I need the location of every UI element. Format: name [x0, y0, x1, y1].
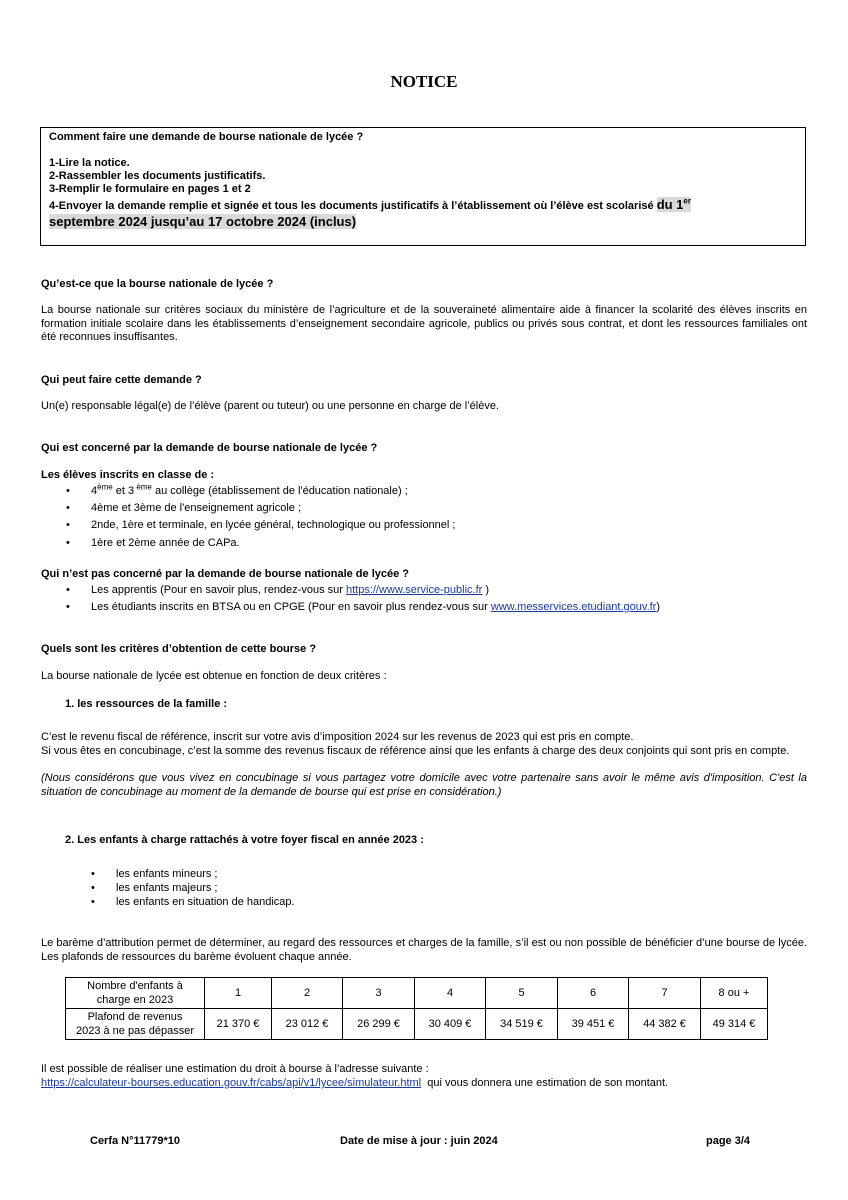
table-row — [66, 978, 768, 1009]
footer-cerfa: Cerfa N°11779*10 — [90, 1135, 181, 1147]
footer-page-number: page 3/4 — [706, 1135, 751, 1147]
paragraph-bareme: Le barème d’attribution permet de déterminer, au regard des ressources et charges de la famille, s’il est ou non possible de bénéficier d’une bourse de lycée. Les plafonds de ressources du barème évoluent chaque année. — [41, 937, 807, 963]
table-cell-children: 3 — [343, 978, 415, 1009]
table-cell-ceiling: 39 451 € — [558, 1009, 629, 1040]
bullet-icon: • — [66, 485, 70, 497]
heading-not-concerned: Qui n’est pas concerné par la demande de bourse nationale de lycée ? — [41, 568, 410, 580]
box-step-3: 3-Remplir le formulaire en pages 1 et 2 — [49, 183, 251, 195]
table-cell-ceiling: 30 409 € — [415, 1009, 486, 1040]
table-cell-children: 4 — [415, 978, 486, 1009]
bullet-icon: • — [66, 537, 70, 549]
ceiling-table — [65, 977, 768, 1040]
bullet-icon: • — [91, 896, 95, 908]
heading-criteria: Quels sont les critères d’obtention de cette bourse ? — [41, 643, 317, 655]
criterion-1-heading: 1. les ressources de la famille : — [65, 698, 228, 710]
simulator-link[interactable]: https://calculateur-bourses.education.gouv.fr/cabs/api/v1/lycee/simulateur.html — [41, 1077, 422, 1089]
list-item: • Les apprentis (Pour en savoir plus, rendez-vous sur https://www.service-public.fr ) — [66, 584, 490, 596]
table-row-header: Nombre d'enfants à charge en 2023 — [66, 978, 205, 1009]
page-title: NOTICE — [390, 72, 458, 91]
list-item: • les enfants mineurs ; — [91, 868, 218, 880]
paragraph-who-can: Un(e) responsable légal(e) de l’élève (parent ou tuteur) ou une personne en charge de l’élève. — [41, 400, 500, 412]
criterion-2-heading: 2. Les enfants à charge rattachés à votre foyer fiscal en année 2023 : — [65, 834, 424, 846]
paragraph-criteria-intro: La bourse nationale de lycée est obtenue en fonction de deux critères : — [41, 670, 387, 682]
table-cell-ceiling: 23 012 € — [272, 1009, 343, 1040]
table-cell-children: 2 — [272, 978, 343, 1009]
table-cell-children: 6 — [558, 978, 629, 1009]
box-step-2: 2-Rassembler les documents justificatifs. — [49, 170, 266, 182]
table-cell-ceiling: 34 519 € — [486, 1009, 558, 1040]
paragraph-concubinage: Si vous êtes en concubinage, c’est la somme des revenus fiscaux de référence ainsi que les enfants à charge des deux conjoints qui sont pris en compte. — [41, 745, 790, 757]
heading-who-can: Qui peut faire cette demande ? — [41, 374, 202, 386]
box-question: Comment faire une demande de bourse nationale de lycée ? — [49, 131, 364, 143]
subheading-students: Les élèves inscrits en classe de : — [41, 469, 215, 481]
list-item: • 1ère et 2ème année de CAPa. — [66, 537, 240, 549]
bullet-icon: • — [66, 519, 70, 531]
bullet-icon: • — [91, 882, 95, 894]
table-cell-children: 8 ou + — [701, 978, 768, 1009]
table-cell-children: 1 — [205, 978, 272, 1009]
list-item: • Les étudiants inscrits en BTSA ou en CPGE (Pour en savoir plus rendez-vous sur www.messervices.etudiant.gouv.fr) — [66, 601, 661, 613]
box-step-4 — [49, 198, 691, 213]
instructions-box — [40, 127, 806, 246]
box-deadline-line2: septembre 2024 jusqu’au 17 octobre 2024 (inclus) — [49, 214, 357, 229]
list-item: • 2nde, 1ère et terminale, en lycée général, technologique ou professionnel ; — [66, 519, 456, 531]
box-step-4-text: 4-Envoyer la demande remplie et signée et tous les documents justificatifs à l’établissement où l’élève est scolarisé — [49, 200, 654, 212]
table-cell-children: 5 — [486, 978, 558, 1009]
paragraph-what-is: La bourse nationale sur critères sociaux du ministère de l’agriculture et de la souveraineté alimentaire aide à financer la scolarité des élèves inscrits en formation initiale scolaire dans les établissements d’enseignement secondaire agricole, publics ou privés sous contrat, et dont les ressources familiales ont été reconnues insuffisantes. — [41, 304, 807, 343]
paragraph-concubinage-note: (Nous considérons que vous vivez en concubinage si vous partagez votre domicile avec votre partenaire sans avoir le même avis d'imposition. C'est la situation de concubinage au moment de la demande de bourse qui est prise en considération.) — [41, 772, 807, 798]
heading-who-concerned: Qui est concerné par la demande de bourse nationale de lycée ? — [41, 442, 378, 454]
footer-update-date: Date de mise à jour : juin 2024 — [340, 1135, 498, 1147]
list-item: • 4ème et 3 $^{ème}$ au collège (établissement de l'éducation nationale) ; — [66, 482, 408, 497]
box-step-1: 1-Lire la notice. — [49, 157, 130, 169]
bullet-icon: • — [91, 868, 95, 880]
table-row-header: Plafond de revenus 2023 à ne pas dépasser — [66, 1009, 205, 1040]
list-item: • les enfants majeurs ; — [91, 882, 218, 894]
table-cell-ceiling: 49 314 € — [701, 1009, 768, 1040]
table-cell-children: 7 — [629, 978, 701, 1009]
table-cell-ceiling: 44 382 € — [629, 1009, 701, 1040]
service-public-link[interactable]: https://www.service-public.fr — [345, 584, 483, 596]
bullet-icon: • — [66, 601, 70, 613]
box-deadline-start: du 1er — [656, 196, 691, 212]
table-row — [66, 1009, 768, 1040]
list-item: • 4ème et 3ème de l'enseignement agricole ; — [66, 502, 302, 514]
heading-what-is: Qu’est-ce que la bourse nationale de lycée ? — [41, 278, 274, 290]
box-deadline — [49, 215, 356, 230]
bullet-icon: • — [66, 584, 70, 596]
list-item: • les enfants en situation de handicap. — [91, 896, 295, 908]
paragraph-estimate: Il est possible de réaliser une estimation du droit à bourse à l’adresse suivante : — [41, 1063, 429, 1075]
messervices-link[interactable]: www.messervices.etudiant.gouv.fr — [490, 601, 657, 613]
table-cell-ceiling: 26 299 € — [343, 1009, 415, 1040]
table-cell-ceiling: 21 370 € — [205, 1009, 272, 1040]
paragraph-fiscal-income: C’est le revenu fiscal de référence, inscrit sur votre avis d’imposition 2024 sur les revenus de 2023 qui est pris en compte. — [41, 731, 634, 743]
estimate-line: https://calculateur-bourses.education.gouv.fr/cabs/api/v1/lycee/simulateur.html qui vous donnera une estimation de son montant. — [41, 1077, 669, 1089]
bullet-icon: • — [66, 502, 70, 514]
